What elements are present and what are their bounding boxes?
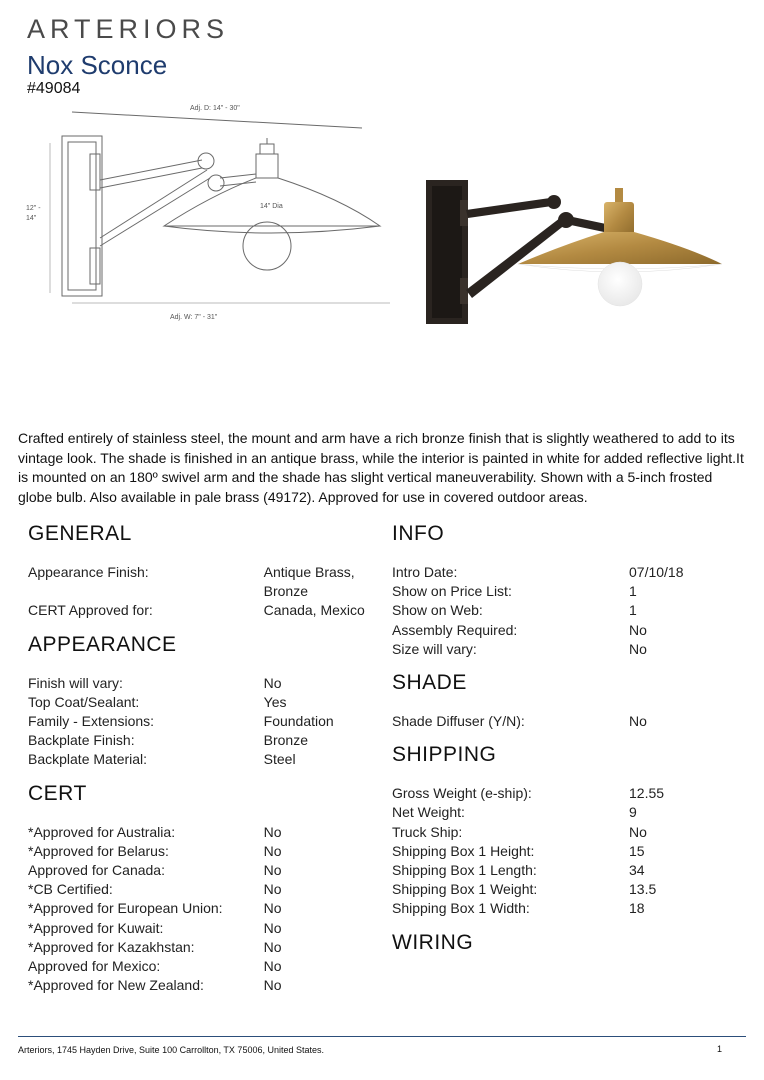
spec-row <box>392 582 737 601</box>
spec-row <box>28 823 373 842</box>
product-photo <box>410 160 730 335</box>
spec-label: Truck Ship: <box>392 823 463 840</box>
spec-value: No <box>263 900 282 917</box>
spec-label: Shade Diffuser (Y/N): <box>392 713 525 730</box>
spec-row <box>392 640 737 659</box>
spec-label: *Approved for New Zealand: <box>28 977 204 994</box>
wiring-section <box>392 931 737 955</box>
spec-value: No <box>263 823 282 840</box>
spec-value: 34 <box>629 862 645 879</box>
spec-value: No <box>629 823 647 840</box>
spec-label: Approved for Canada: <box>28 862 165 879</box>
shade-heading: SHADE <box>392 671 467 695</box>
spec-row <box>392 823 737 842</box>
spec-value: No <box>263 977 282 994</box>
spec-value: No <box>629 713 647 730</box>
spec-label: Net Weight: <box>392 804 465 821</box>
footer-address: Arteriors, 1745 Hayden Drive, Suite 100 Carrollton, TX 75006, United States. <box>18 1045 324 1055</box>
spec-row <box>28 938 373 957</box>
height-label-2: 14" <box>26 215 37 222</box>
spec-label: Family - Extensions: <box>28 713 155 730</box>
page-number: 1 <box>717 1044 723 1054</box>
shade-section <box>392 671 737 731</box>
spec-value: 12.55 <box>629 785 665 802</box>
width-label: Adj. W: 7" - 31" <box>170 314 218 321</box>
spec-row <box>392 803 737 822</box>
left-spec-column <box>28 522 373 1007</box>
spec-value-line: Bronze <box>263 583 308 600</box>
spec-row <box>392 601 737 620</box>
spec-value-line: Antique Brass, <box>263 564 355 580</box>
spec-row <box>28 563 373 601</box>
spec-value: 1 <box>629 583 637 600</box>
spec-label: *Approved for Kazakhstan: <box>28 938 195 955</box>
footer-divider <box>18 1036 746 1037</box>
spec-value <box>264 563 373 601</box>
wiring-heading: WIRING <box>392 930 474 954</box>
spec-label: CERT Approved for: <box>28 602 153 619</box>
spec-value: 9 <box>629 804 637 821</box>
spec-row <box>392 842 737 861</box>
technical-drawing <box>20 98 390 333</box>
spec-row <box>392 563 737 582</box>
spec-value: 18 <box>629 900 645 917</box>
spec-label: Show on Price List: <box>392 583 512 600</box>
spec-label: Finish will vary: <box>28 674 123 691</box>
info-heading: INFO <box>392 522 445 545</box>
spec-label: *Approved for Kuwait: <box>28 919 164 936</box>
spec-label: Top Coat/Sealant: <box>28 693 140 710</box>
general-section <box>28 522 373 621</box>
spec-row <box>28 601 373 620</box>
spec-row <box>392 880 737 899</box>
spec-row <box>28 842 373 861</box>
spec-label: Gross Weight (e-ship): <box>392 785 532 802</box>
spec-label: Assembly Required: <box>392 621 518 638</box>
product-title: Nox Sconce <box>27 50 168 80</box>
spec-value: No <box>263 881 282 898</box>
right-spec-column <box>392 522 737 972</box>
height-label-1: 12" - <box>26 205 41 212</box>
spec-row <box>28 674 373 693</box>
general-heading: GENERAL <box>28 522 132 545</box>
spec-value: Yes <box>263 693 287 710</box>
spec-value: 07/10/18 <box>629 564 684 580</box>
spec-row <box>28 957 373 976</box>
spec-label: Intro Date: <box>392 564 458 580</box>
spec-value: Canada, Mexico <box>263 602 365 619</box>
appearance-heading: APPEARANCE <box>28 632 177 656</box>
spec-label: Shipping Box 1 Length: <box>392 862 537 879</box>
spec-value: 1 <box>629 602 637 619</box>
spec-value: No <box>263 938 282 955</box>
spec-label: *Approved for Belarus: <box>28 842 169 859</box>
spec-value: No <box>629 621 647 638</box>
spec-row <box>28 712 373 731</box>
product-description: Crafted entirely of stainless steel, the mount and arm have a rich bronze finish that is slightly weathered to add to its vintage look. The shade is finished in an antique brass, while the interior is painted in white for added reflective light.It is mounted on an 180º swivel arm and the shade has slight vertical maneuverability. Shown with a 5-inch frosted globe bulb. Also available in pale brass (49172). Approved for use in covered outdoor areas. <box>18 430 744 505</box>
shipping-section <box>392 743 737 918</box>
spec-row <box>392 621 737 640</box>
spec-label: *Approved for European Union: <box>28 900 223 917</box>
spec-row <box>392 861 737 880</box>
spec-label: Show on Web: <box>392 602 483 619</box>
spec-label: Size will vary: <box>392 640 477 657</box>
spec-value: No <box>263 842 282 859</box>
spec-row <box>392 784 737 803</box>
spec-value: Bronze <box>263 732 308 749</box>
spec-row <box>28 880 373 899</box>
spec-label: Shipping Box 1 Height: <box>392 842 535 859</box>
spec-label: Appearance Finish: <box>28 564 149 580</box>
spec-value: Steel <box>263 751 296 768</box>
spec-row <box>28 693 373 712</box>
shade-dia-label: 14" Dia <box>260 203 283 210</box>
spec-label: Approved for Mexico: <box>28 958 161 975</box>
spec-row <box>28 976 373 995</box>
spec-label: Backplate Finish: <box>28 732 135 749</box>
spec-row <box>28 750 373 769</box>
spec-label: Shipping Box 1 Weight: <box>392 881 538 898</box>
spec-value: No <box>263 862 282 879</box>
spec-value: 15 <box>629 842 645 859</box>
spec-value: 13.5 <box>629 881 657 898</box>
spec-value: Foundation <box>263 713 334 730</box>
spec-value: No <box>263 919 282 936</box>
spec-row <box>28 919 373 938</box>
spec-value: No <box>629 640 647 657</box>
spec-label: *CB Certified: <box>28 881 113 898</box>
spec-row <box>28 899 373 918</box>
spec-value: No <box>263 958 282 975</box>
spec-row <box>392 712 737 731</box>
cert-section <box>28 782 373 996</box>
spec-row <box>28 731 373 750</box>
cert-heading: CERT <box>28 781 87 805</box>
spec-row <box>392 899 737 918</box>
appearance-section <box>28 633 373 770</box>
spec-label: Backplate Material: <box>28 751 148 768</box>
spec-label: *Approved for Australia: <box>28 823 176 840</box>
brand-logo: ARTERIORS <box>27 14 230 44</box>
spec-label: Shipping Box 1 Width: <box>392 900 530 917</box>
product-sku: #49084 <box>27 80 81 97</box>
spec-value: No <box>263 674 282 691</box>
depth-label: Adj. D: 14" - 30" <box>190 105 240 112</box>
spec-row <box>28 861 373 880</box>
shipping-heading: SHIPPING <box>392 743 497 767</box>
info-section <box>392 522 737 659</box>
